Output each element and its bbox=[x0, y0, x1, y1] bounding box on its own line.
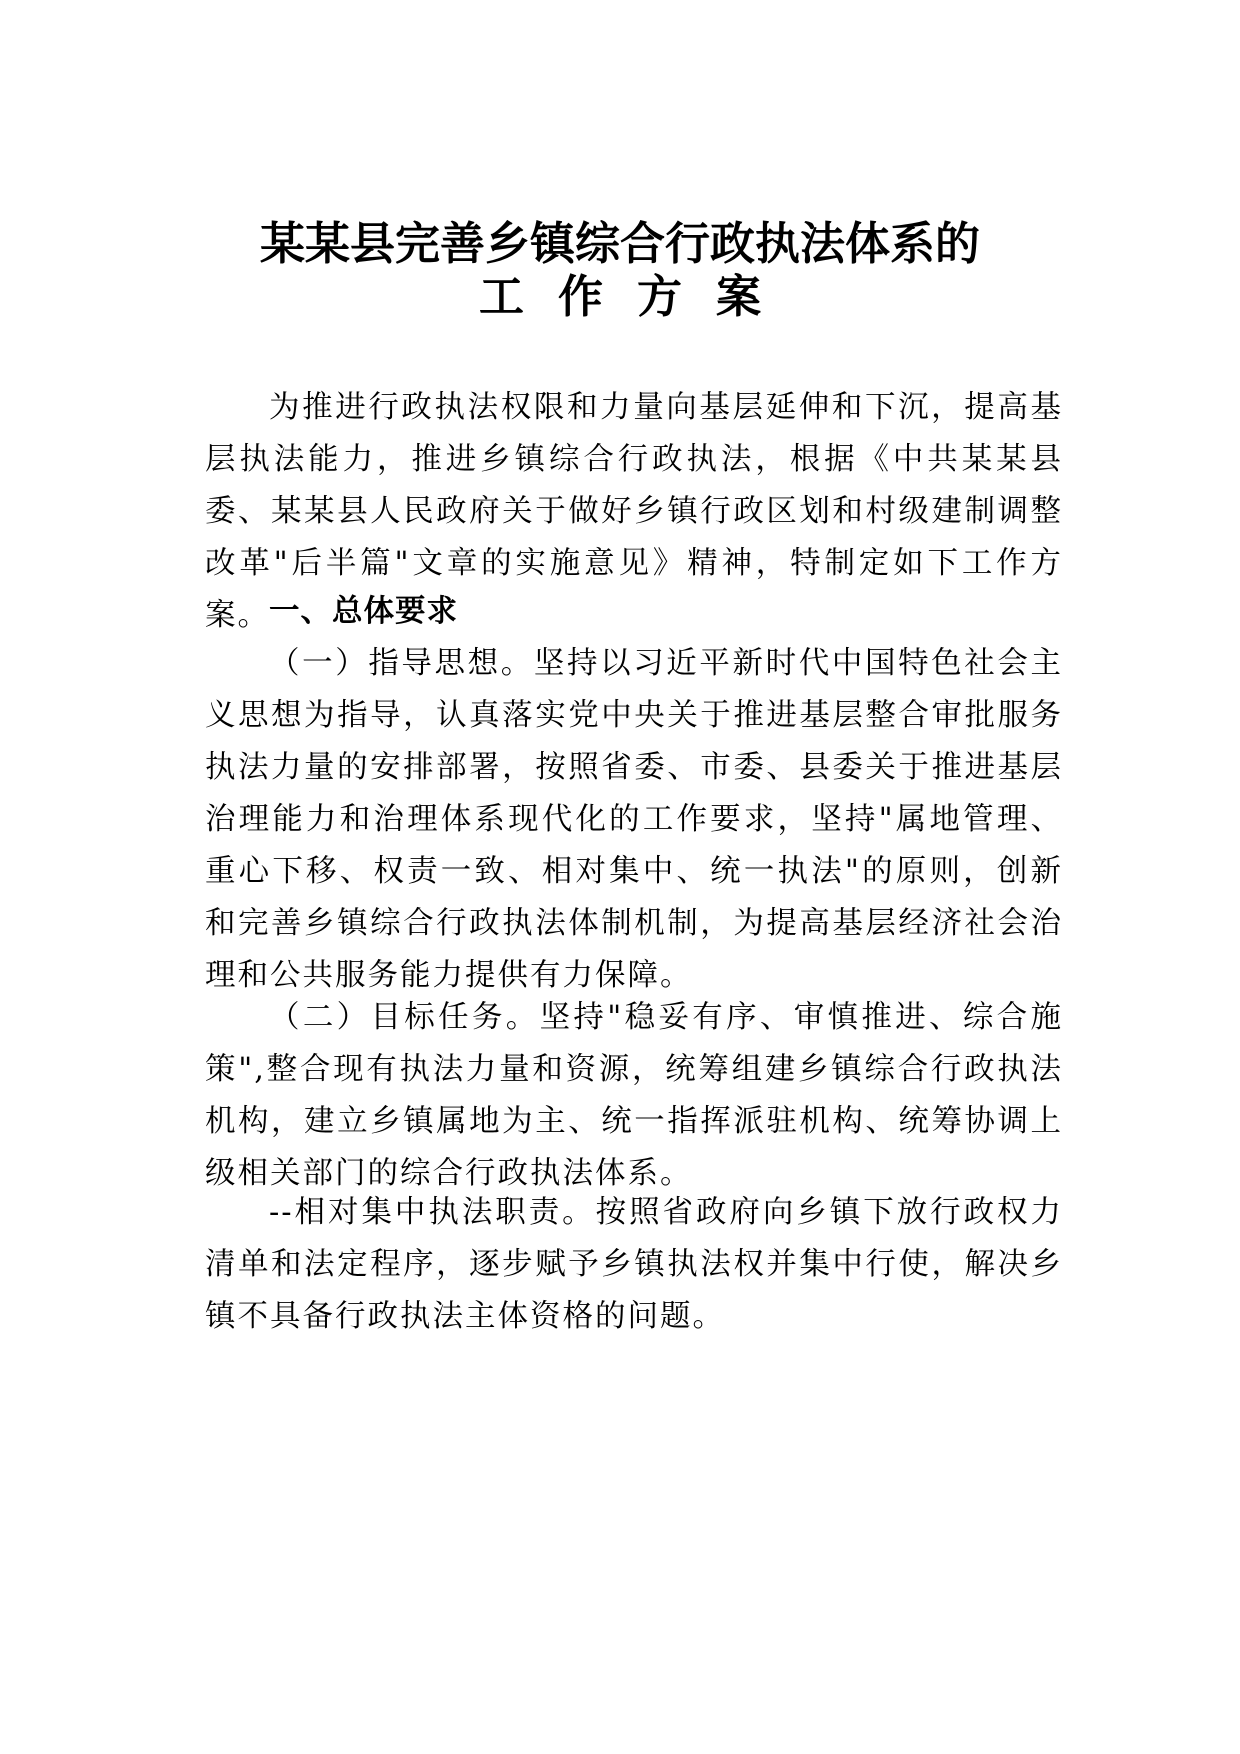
document-title-line-1: 某某县完善乡镇综合行政执法体系的 bbox=[259, 217, 980, 270]
enforcement-duty-paragraph: --相对集中执法职责。按照省政府向乡镇下放行政权力清单和法定程序，逐步赋予乡镇执法权并集中行使，解决乡镇不具备行政执法主体资格的问题。 bbox=[205, 1195, 1063, 1334]
document-title-line-2: 工作方案 bbox=[478, 270, 795, 323]
target-tasks-paragraph: （二）目标任务。坚持"稳妥有序、审慎推进、综合施策",整合现有执法力量和资源，统筹组建乡镇综合行政执法机构，建立乡镇属地为主、统一指挥派驻机构、统筹协调上级相关部门的综合行政执法体系。 bbox=[205, 1000, 1063, 1191]
guiding-ideology-paragraph: （一）指导思想。坚持以习近平新时代中国特色社会主义思想为指导，认真落实党中央关于推进基层整合审批服务执法力量的安排部署，按照省委、市委、县委关于推进基层治理能力和治理体系现代化的工作要求，坚持"属地管理、重心下移、权责一致、相对集中、统一执法"的原则，创新和完善乡镇综合行政执法体制机制，为提高基层经济社会治理和公共服务能力提供有力保障。 bbox=[205, 646, 1063, 993]
intro-paragraph: 为推进行政执法权限和力量向基层延伸和下沉，提高基层执法能力，推进乡镇综合行政执法，根据《中共某某县委、某某县人民政府关于做好乡镇行政区划和村级建制调整改革"后半篇"文章的实施意见》精神，特制定如下工作方案。 bbox=[205, 390, 1063, 633]
section-heading-general-requirements: 一、总体要求 bbox=[269, 594, 458, 629]
